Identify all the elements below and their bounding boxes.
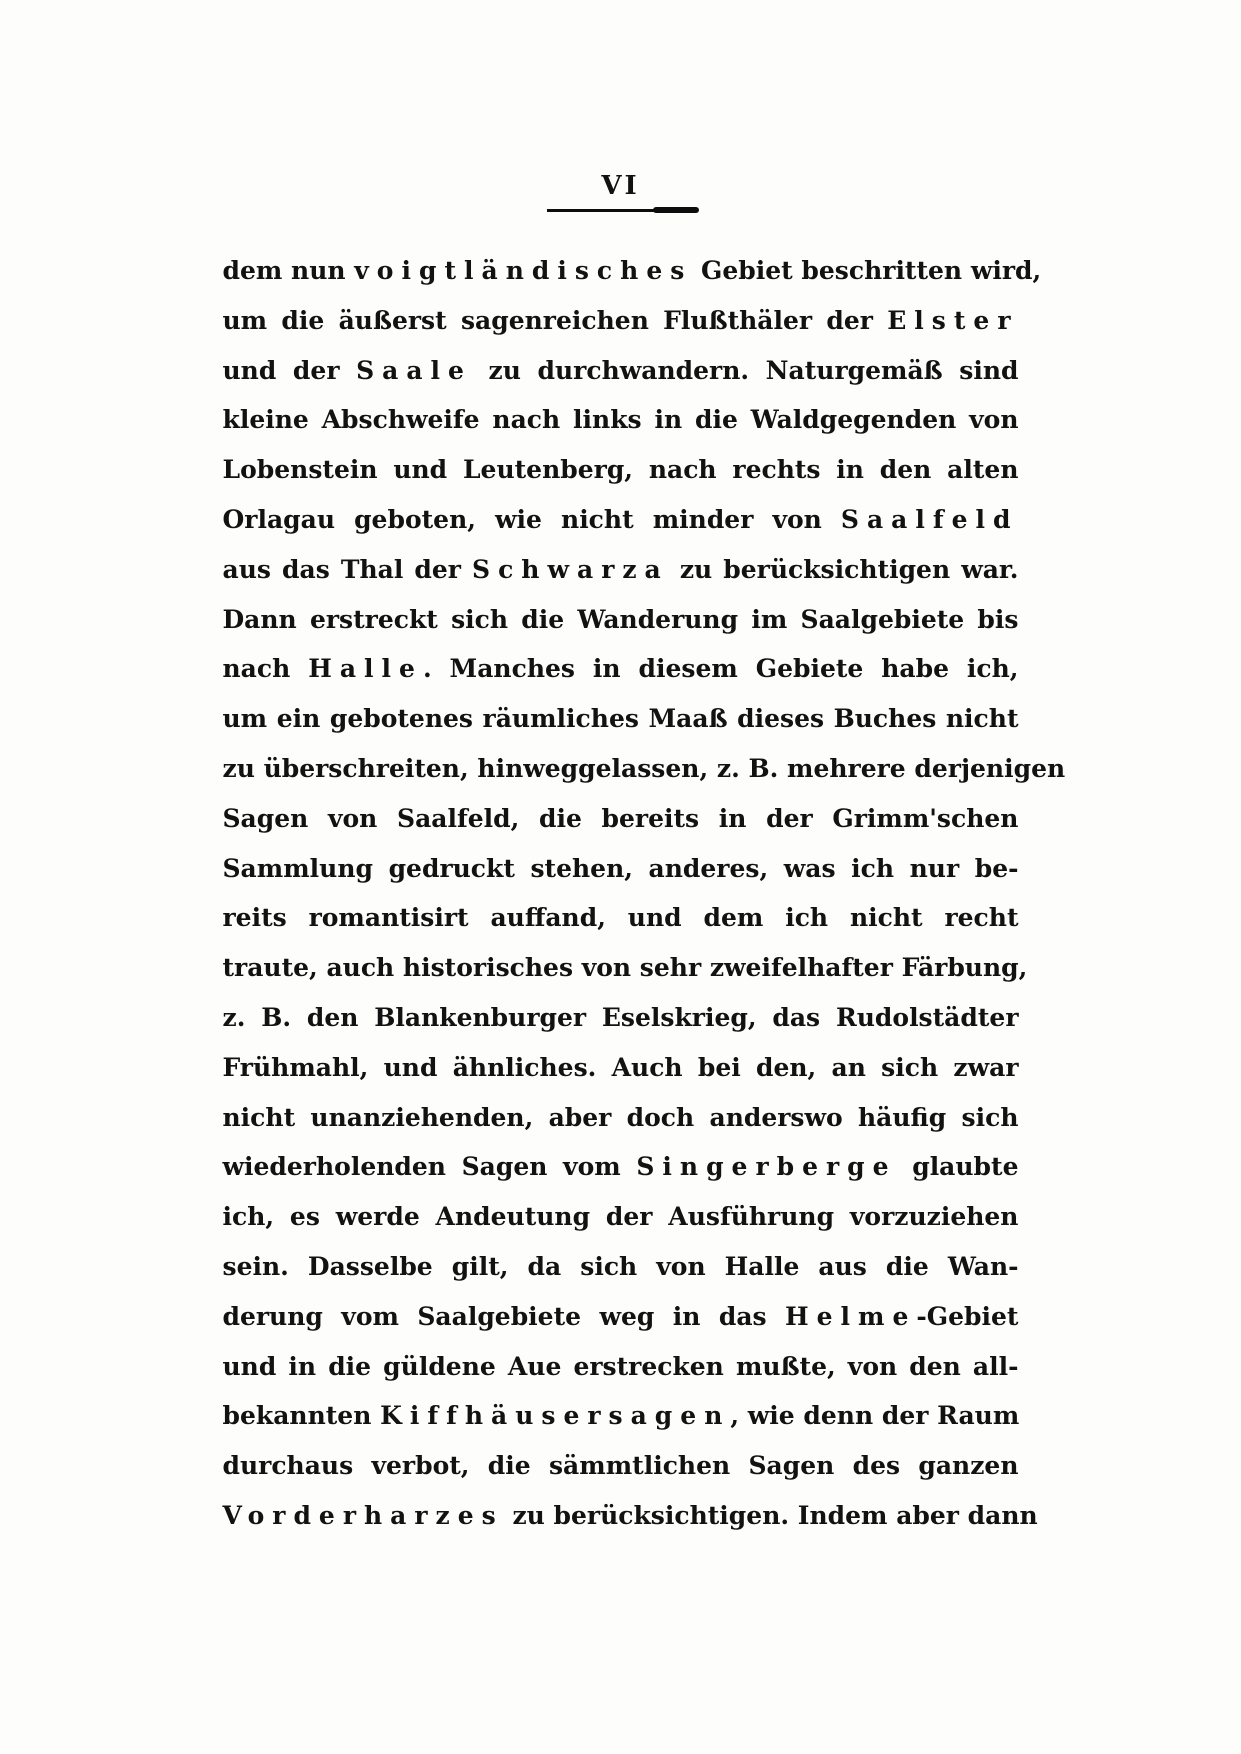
emphasized-word: Elster <box>887 305 1019 335</box>
text-segment: Gebiet beschritten wird, <box>692 256 1042 285</box>
text-line <box>223 1342 1019 1392</box>
text-segment: wiederholenden Sagen vom <box>222 1152 637 1182</box>
emphasized-word: Saale <box>356 355 472 385</box>
text-segment: kleine Abschweife nach links in die Waldgegenden von <box>222 405 1019 435</box>
body-text <box>222 246 1066 1541</box>
text-segment: nach <box>222 654 309 684</box>
text-line <box>223 694 1019 744</box>
text-segment: Lobenstein und Leutenberg, nach rechts in den alten <box>222 455 1019 485</box>
emphasized-word: Vorderharzes <box>222 1500 504 1530</box>
text-segment: um die äußerst sagenreichen Flußthäler der <box>222 305 888 335</box>
text-segment: derung vom Saalgebiete weg in das <box>222 1301 786 1331</box>
text-line <box>223 794 1019 844</box>
text-segment: reits romantisirt auffand, und dem ich nicht recht <box>222 903 1019 933</box>
text-line <box>223 1391 1019 1441</box>
text-segment: -Gebiet <box>916 1301 1019 1331</box>
text-line <box>222 246 1042 296</box>
text-segment: glaubte <box>896 1152 1019 1182</box>
text-line <box>223 346 1019 396</box>
text-segment: zu berücksichtigen. Indem aber dann <box>503 1500 1038 1530</box>
text-segment: durchaus verbot, die sämmtlichen Sagen des ganzen <box>222 1451 1019 1481</box>
text-line <box>223 844 1019 894</box>
text-segment: sein. Dasselbe gilt, da sich von Halle aus die Wan- <box>222 1251 1019 1281</box>
text-segment: zu überschreiten, hinweggelassen, z. B. mehrere derjenigen <box>222 753 1066 783</box>
text-segment: Frühmahl, und ähnliches. Auch bei den, an sich zwar <box>222 1052 1019 1082</box>
text-line <box>222 744 1066 794</box>
text-segment: zu durchwandern. Naturgemäß sind <box>471 355 1019 385</box>
page-header <box>0 172 1241 212</box>
text-segment: z. B. den Blankenburger Eselskrieg, das Rudolstädter <box>222 1002 1019 1032</box>
text-line <box>223 1292 1019 1342</box>
text-line <box>222 1491 1038 1541</box>
emphasized-word: voigtländisches <box>354 256 693 285</box>
emphasized-word: Halle <box>308 654 423 684</box>
text-segment: bekannten <box>222 1401 381 1431</box>
text-line <box>223 595 1019 645</box>
text-line <box>223 1043 1019 1093</box>
text-segment: aus das Thal der <box>222 554 473 584</box>
text-segment: Sammlung gedruckt stehen, anderes, was ich nur be- <box>222 853 1019 883</box>
text-line <box>223 1441 1019 1491</box>
text-line <box>223 1142 1019 1192</box>
text-line <box>222 943 1028 993</box>
text-segment: . Manches in diesem Gebiete habe ich, <box>422 654 1019 684</box>
text-line <box>223 893 1019 943</box>
text-segment: und in die güldene Aue erstrecken mußte, von den all- <box>222 1351 1019 1381</box>
text-line <box>223 993 1019 1043</box>
text-segment: Sagen von Saalfeld, die bereits in der Grimm'schen <box>222 803 1019 833</box>
text-segment: um ein gebotenes räumliches Maaß dieses Buches nicht <box>222 704 1019 734</box>
emphasized-word: Helme <box>785 1301 917 1331</box>
text-segment: nicht unanziehenden, aber doch anderswo häufig sich <box>222 1102 1019 1132</box>
page-number: VI <box>601 171 640 201</box>
emphasized-word: Schwarza <box>472 554 669 584</box>
emphasized-word: Singerberge <box>636 1152 897 1182</box>
text-line <box>223 445 1019 495</box>
text-line <box>223 1093 1019 1143</box>
text-line <box>223 1242 1019 1292</box>
text-segment: , wie denn der Raum <box>730 1401 1020 1431</box>
text-line <box>223 495 1019 545</box>
text-segment: und der <box>222 355 357 385</box>
text-segment: traute, auch historisches von sehr zweifelhafter Färbung, <box>222 953 1028 983</box>
text-line <box>223 644 1019 694</box>
text-segment: Orlagau geboten, wie nicht minder von <box>222 504 841 534</box>
text-segment: Dann erstreckt sich die Wanderung im Saalgebiete bis <box>222 604 1019 634</box>
text-segment: ich, es werde Andeutung der Ausführung vorzuziehen <box>222 1202 1019 1232</box>
emphasized-word: Kiffhäusersagen <box>380 1401 731 1431</box>
text-segment: dem nun <box>222 256 355 285</box>
text-line <box>223 395 1019 445</box>
text-segment: zu berücksichtigen war. <box>668 554 1019 584</box>
text-line <box>223 1192 1019 1242</box>
emphasized-word: Saalfeld <box>840 504 1019 534</box>
header-rule <box>547 209 695 212</box>
text-line <box>223 545 1019 595</box>
text-line <box>223 296 1019 346</box>
